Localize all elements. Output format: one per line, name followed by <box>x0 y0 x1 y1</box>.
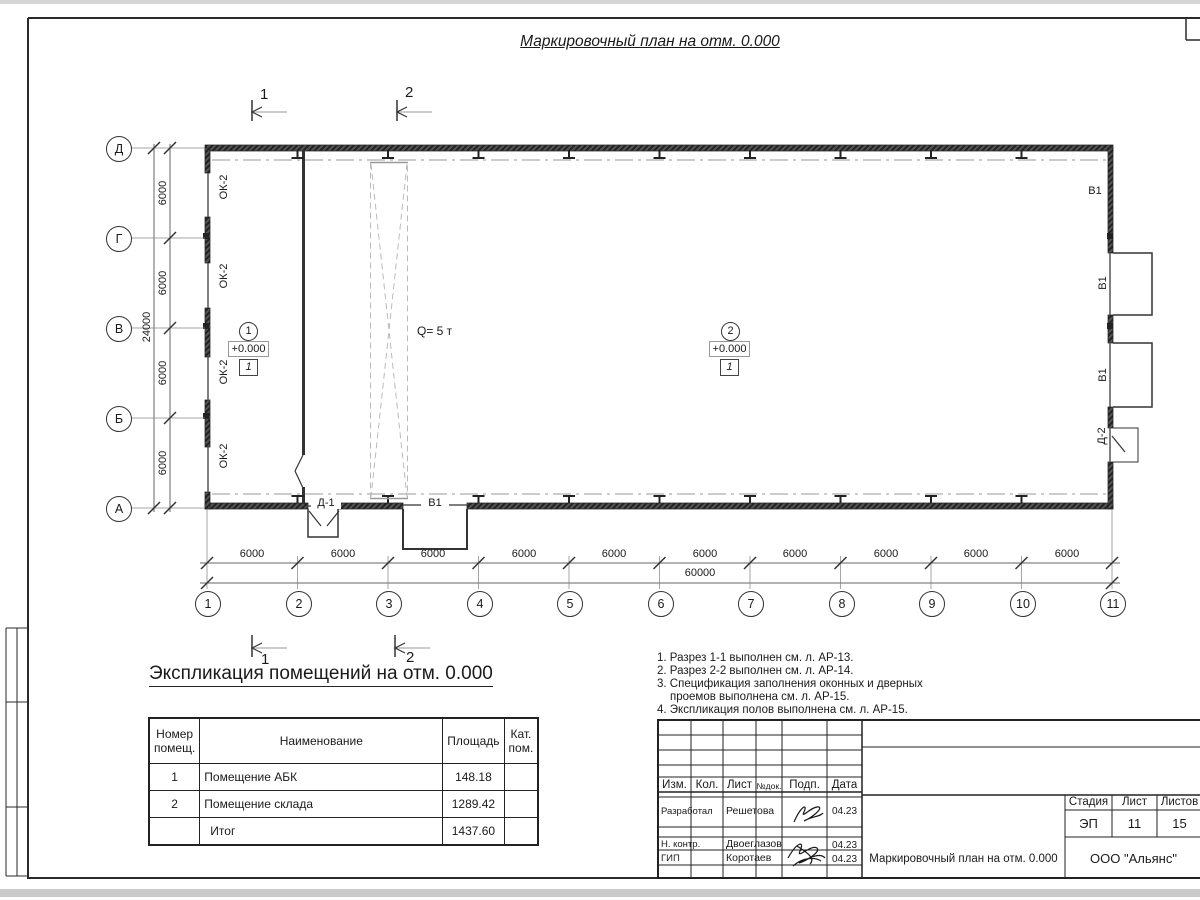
table-row <box>149 763 538 790</box>
note-3: 3. Спецификация заполнения оконных и дверных <box>657 678 923 690</box>
stamp-header-data: Дата <box>831 779 858 791</box>
cell-room-name: Помещение АБК <box>200 763 443 790</box>
door-swings <box>295 436 1125 526</box>
dim-col-bay-1: 6000 <box>239 548 265 560</box>
axis-row-B: Б <box>106 406 132 432</box>
axis-col-10: 10 <box>1010 591 1036 617</box>
gate-label-v1-topright: В1 <box>1088 185 1102 197</box>
section-mark-1-top: 1 <box>260 86 269 103</box>
section-mark-2-bottom: 2 <box>406 649 415 666</box>
note-1: 1. Разрез 1-1 выполнен см. л. АР-13. <box>657 652 854 664</box>
dim-col-bay-7: 6000 <box>782 548 808 560</box>
section-mark-2-top: 2 <box>405 84 414 101</box>
room-2-floor-type: 1 <box>720 359 739 376</box>
room-1-elevation: +0.000 <box>228 341 269 357</box>
dim-col-bay-9: 6000 <box>963 548 989 560</box>
door-label-d1: Д-1 <box>311 497 341 509</box>
crane-symbol <box>370 163 408 499</box>
window-label-2: ОК-2 <box>218 263 230 289</box>
room-1-number: 1 <box>239 322 258 341</box>
axis-row-V: В <box>106 316 132 342</box>
cell-total-area: 1437.60 <box>443 817 504 845</box>
axis-col-11: 11 <box>1100 591 1126 617</box>
stamp-date-developer: 04.23 <box>831 806 858 817</box>
note-2: 2. Разрез 2-2 выполнен см. л. АР-14. <box>657 665 854 677</box>
axis-col-2: 2 <box>286 591 312 617</box>
gate-label-v1-right-2: В1 <box>1097 368 1109 382</box>
gate-label-v1-bottom: В1 <box>421 497 449 509</box>
axis-row-D: Д <box>106 136 132 162</box>
col-header-area: Площадь <box>443 718 504 763</box>
cell-room-number: 1 <box>149 763 200 790</box>
dim-col-bay-6: 6000 <box>692 548 718 560</box>
section-marks-linework <box>252 100 432 657</box>
dim-col-bay-3: 6000 <box>420 548 446 560</box>
axis-col-6: 6 <box>648 591 674 617</box>
cell-room-name: Помещение склада <box>200 790 443 817</box>
dim-row-total: 24000 <box>141 311 153 343</box>
room-1-floor-type: 1 <box>239 359 258 376</box>
section-mark-1-bottom: 1 <box>261 651 270 668</box>
building-walls <box>203 145 1113 509</box>
top-chrome-strip <box>0 0 1200 4</box>
dim-row-bay-3: 6000 <box>157 360 169 386</box>
gate-label-v1-right-1: В1 <box>1097 276 1109 290</box>
axis-col-5: 5 <box>557 591 583 617</box>
dim-row-bay-4: 6000 <box>157 450 169 476</box>
table-row <box>149 790 538 817</box>
stamp-header-kol: Кол. <box>695 779 719 791</box>
col-header-category: Кат. пом. <box>504 718 538 763</box>
dim-col-bay-8: 6000 <box>873 548 899 560</box>
crane-capacity-label: Q= 5 т <box>417 324 453 338</box>
explication-table <box>148 717 539 846</box>
room-2-elevation: +0.000 <box>709 341 750 357</box>
axis-col-1: 1 <box>195 591 221 617</box>
dim-row-bay-2: 6000 <box>157 270 169 296</box>
door-label-d2: Д-2 <box>1096 427 1108 445</box>
stamp-stage-label: Стадия <box>1068 796 1109 808</box>
dim-col-bay-2: 6000 <box>330 548 356 560</box>
stamp-name-developer: Решетова <box>726 805 775 817</box>
axis-col-9: 9 <box>919 591 945 617</box>
note-3-cont: проемов выполнена см. л. АР-15. <box>670 691 850 703</box>
dim-col-bay-4: 6000 <box>511 548 537 560</box>
axis-col-3: 3 <box>376 591 402 617</box>
note-4: 4. Экспликация полов выполнена см. л. АР-15. <box>657 704 908 716</box>
dim-col-total: 60000 <box>684 567 716 579</box>
cell-room-number <box>149 817 200 845</box>
signatures <box>788 807 825 866</box>
dim-col-bay-5: 6000 <box>601 548 627 560</box>
stamp-date-gip: 04.23 <box>831 854 858 865</box>
room-2-number: 2 <box>721 322 740 341</box>
stamp-header-list: Лист <box>727 779 752 791</box>
col-header-name: Наименование <box>200 718 443 763</box>
axis-col-8: 8 <box>829 591 855 617</box>
stamp-sheet-count: 15 <box>1172 816 1187 831</box>
stamp-sheets-label: Листов <box>1160 796 1199 808</box>
col-header-room-number: Номер помещ. <box>149 718 200 763</box>
stamp-sheet-number: 11 <box>1127 816 1142 831</box>
cell-room-number: 2 <box>149 790 200 817</box>
cell-room-area: 148.18 <box>443 763 504 790</box>
axis-col-4: 4 <box>467 591 493 617</box>
explication-title: Экспликация помещений на отм. 0.000 <box>149 663 493 687</box>
stamp-name-gip: Коротаев <box>726 852 772 864</box>
stamp-header-ndok: №док. <box>756 781 782 791</box>
cell-total-label: Итог <box>200 817 443 845</box>
dimension-linework <box>131 142 1120 589</box>
axis-col-7: 7 <box>738 591 764 617</box>
cell-room-category <box>504 790 538 817</box>
window-label-4: ОК-2 <box>218 443 230 469</box>
stamp-name-ncontrol: Двоеглазов <box>726 838 782 850</box>
stamp-role-ncontrol: Н. контр. <box>661 839 701 850</box>
stamp-role-gip: ГИП <box>661 853 680 864</box>
stamp-organization: ООО "Альянс" <box>1090 851 1177 866</box>
cell-room-category <box>504 817 538 845</box>
dim-row-bay-1: 6000 <box>157 180 169 206</box>
stamp-header-izm: Изм. <box>662 779 687 791</box>
axis-row-A: А <box>106 496 132 522</box>
stamp-stage-value: ЭП <box>1079 816 1098 831</box>
axis-row-G: Г <box>106 226 132 252</box>
stamp-date-ncontrol: 04.23 <box>831 840 858 851</box>
table-row-total <box>149 817 538 845</box>
dim-col-bay-10: 6000 <box>1054 548 1080 560</box>
stamp-sheet-label: Лист <box>1122 796 1147 808</box>
bottom-chrome-strip <box>0 889 1200 897</box>
window-label-3: ОК-2 <box>218 359 230 385</box>
stamp-role-developer: Разработал <box>661 806 713 817</box>
plan-title: Маркировочный план на отм. 0.000 <box>520 33 780 50</box>
stamp-doc-title: Маркировочный план на отм. 0.000 <box>869 853 1058 865</box>
window-label-1: ОК-2 <box>218 174 230 200</box>
stamp-header-podp: Подп. <box>789 779 820 791</box>
cell-room-area: 1289.42 <box>443 790 504 817</box>
axis-dashdot-lines <box>212 160 1106 494</box>
cell-room-category <box>504 763 538 790</box>
